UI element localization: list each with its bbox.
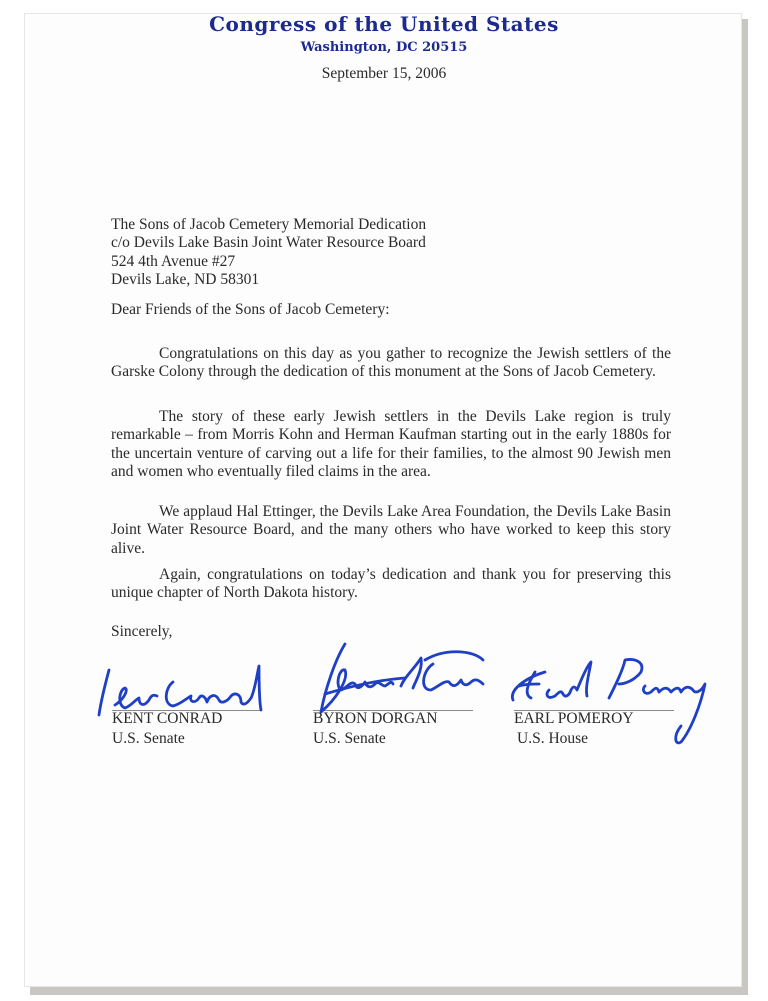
- body-paragraph: We applaud Hal Ettinger, the Devils Lake Area Foundation, the Devils Lake Basin Joint Water Resource Board, and the many others who have worked to keep this story alive.: [111, 503, 671, 557]
- body-paragraph: Again, congratulations on today’s dedication and thank you for preserving this unique chapter of North Dakota history.: [111, 566, 671, 602]
- signatory-name: BYRON DORGAN: [313, 710, 438, 727]
- letter-date: September 15, 2006: [321, 65, 447, 82]
- body-paragraph: Congratulations on this day as you gather to recognize the Jewish settlers of the Garske Colony through the dedication of this monument at the Sons of Jacob Cemetery.: [111, 345, 671, 381]
- body-paragraph: The story of these early Jewish settlers in the Devils Lake region is truly remarkable – from Morris Kohn and Herman Kaufman starting out in the early 1880s for the uncertain venture of carving out a life for their families, to the almost 90 Jewish men and women who eventually filed claims in the area.: [111, 408, 671, 481]
- signatory-block-conrad: [112, 709, 222, 749]
- recipient-line: 524 4th Avenue #27: [111, 252, 236, 270]
- signatory-office: U.S. House: [517, 730, 589, 747]
- recipient-line: The Sons of Jacob Cemetery Memorial Dedication: [111, 216, 427, 233]
- recipient-address: [111, 216, 671, 290]
- salutation: Dear Friends of the Sons of Jacob Cemetery:: [111, 301, 390, 318]
- signatory-name: EARL POMEROY: [514, 710, 634, 727]
- signature-byron-dorgan: [305, 640, 515, 720]
- letterhead-address: Washington, DC 20515: [300, 40, 468, 55]
- signatory-office: U.S. Senate: [313, 730, 386, 747]
- signatory-office: U.S. Senate: [112, 730, 185, 747]
- recipient-line: c/o Devils Lake Basin Joint Water Resource Board: [111, 234, 426, 252]
- signatory-block-pomeroy: [514, 709, 634, 749]
- letter-page: [24, 13, 742, 987]
- signatory-block-dorgan: [313, 709, 437, 749]
- recipient-line: Devils Lake, ND 58301: [111, 271, 260, 289]
- closing: Sincerely,: [111, 623, 173, 640]
- signatory-name: KENT CONRAD: [112, 710, 223, 727]
- letterhead-title: Congress of the United States: [209, 12, 559, 36]
